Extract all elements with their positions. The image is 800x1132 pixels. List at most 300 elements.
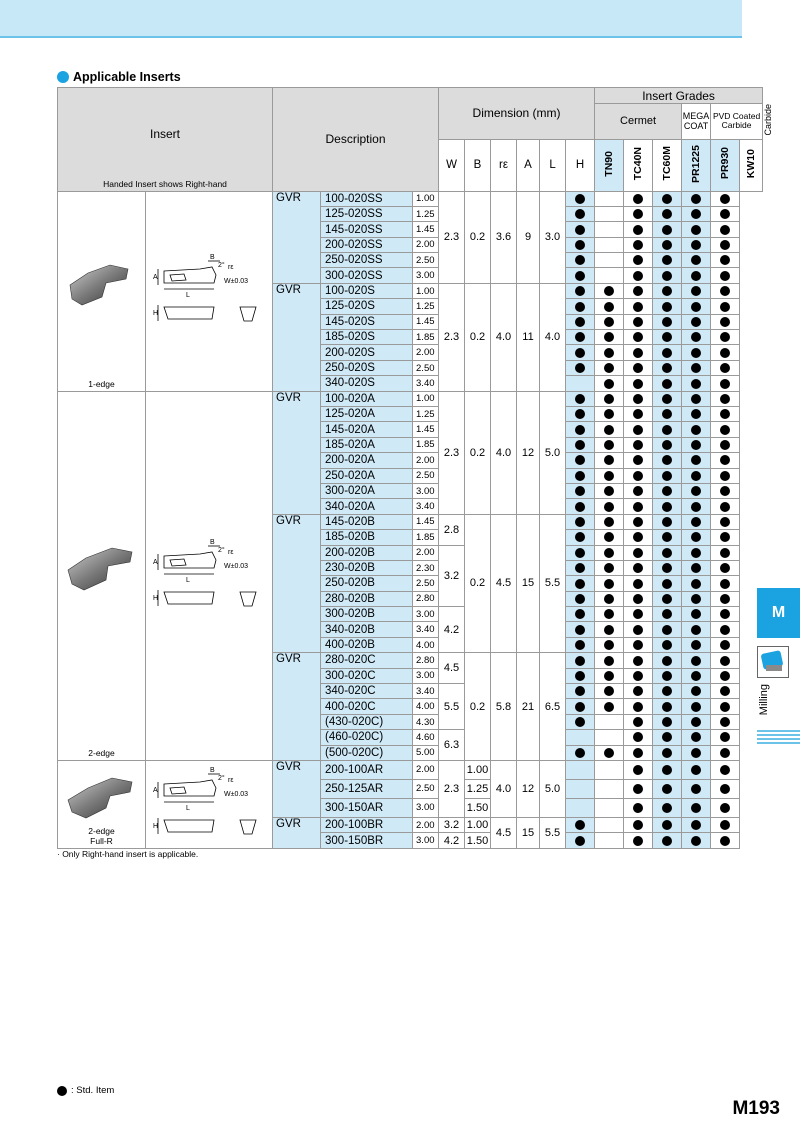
grade-cell [624, 253, 653, 268]
grade-cell [624, 330, 653, 345]
dimension-drawing [150, 253, 268, 336]
std-item-bullet-icon [604, 286, 614, 296]
insert-code: 125-020S [321, 299, 413, 314]
std-item-bullet-icon [720, 548, 730, 558]
grade-cell [595, 817, 624, 832]
grade-cell [566, 653, 595, 668]
grade-cell [595, 422, 624, 437]
l-value: 15 [517, 817, 540, 848]
std-item-bullet-icon [575, 640, 585, 650]
carbide-header-text: Carbide [763, 104, 774, 136]
svg-text:H: H [153, 310, 159, 318]
grade-cell [595, 833, 624, 848]
std-item-bullet-icon [720, 563, 730, 573]
grade-cell [711, 191, 740, 206]
std-item-bullet-icon [633, 440, 643, 450]
std-item-bullet-icon [662, 548, 672, 558]
grade-cell [682, 607, 711, 622]
std-item-bullet-icon [575, 671, 585, 681]
std-item-bullet-icon [720, 225, 730, 235]
grade-cell [711, 437, 740, 452]
std-item-bullet-icon [691, 225, 701, 235]
grade-cell [653, 314, 682, 329]
grade-cell [711, 314, 740, 329]
grade-cell [624, 745, 653, 760]
width-value: 1.25 [413, 407, 439, 422]
grade-cell [653, 345, 682, 360]
grade-cell [595, 222, 624, 237]
grade-cell [711, 653, 740, 668]
grade-cell [682, 206, 711, 221]
width-value: 1.85 [413, 530, 439, 545]
grade-cell [711, 745, 740, 760]
std-item-bullet-icon [633, 517, 643, 527]
top-rule [0, 36, 742, 38]
grade-cell [711, 514, 740, 529]
insert-code: 300-020B [321, 607, 413, 622]
grade-cell [653, 637, 682, 652]
std-item-bullet-icon [575, 225, 585, 235]
std-item-bullet-icon [575, 209, 585, 219]
grade-cell [624, 468, 653, 483]
std-item-bullet-icon [720, 332, 730, 342]
grade-cell [566, 268, 595, 283]
std-item-bullet-icon [720, 784, 730, 794]
grade-cell [624, 437, 653, 452]
std-item-bullet-icon [691, 702, 701, 712]
grade-cell [566, 314, 595, 329]
std-item-bullet-icon [604, 363, 614, 373]
std-item-bullet-icon [691, 348, 701, 358]
std-item-bullet-icon [691, 240, 701, 250]
l-value: 12 [517, 760, 540, 817]
milling-icon [757, 646, 789, 678]
svg-text:A: A [153, 787, 158, 795]
grade-kw10 [740, 139, 763, 191]
grade-cell [566, 560, 595, 575]
grade-cell [682, 453, 711, 468]
grade-cell [682, 468, 711, 483]
grade-cell [653, 760, 682, 779]
grade-cell [653, 560, 682, 575]
table-row [58, 391, 763, 406]
std-item-bullet-icon [633, 532, 643, 542]
std-item-bullet-icon [575, 271, 585, 281]
svg-text:2°: 2° [218, 775, 225, 783]
grade-pr1225 [682, 139, 711, 191]
dimension-drawing [150, 766, 268, 849]
grade-cell [595, 330, 624, 345]
std-item-bullet-icon [575, 363, 585, 373]
grade-cell [566, 607, 595, 622]
std-item-bullet-icon [575, 486, 585, 496]
grade-cell [711, 453, 740, 468]
grade-cell [624, 206, 653, 221]
width-value: 3.00 [413, 798, 439, 817]
std-item-bullet-icon [604, 486, 614, 496]
width-value: 3.40 [413, 684, 439, 699]
std-item-bullet-icon [691, 765, 701, 775]
std-item-bullet-icon [575, 609, 585, 619]
std-item-bullet-icon [720, 609, 730, 619]
std-item-bullet-icon [575, 594, 585, 604]
insert-header-label: Insert [150, 127, 181, 142]
std-item-bullet-icon [691, 548, 701, 558]
grade-cell [595, 237, 624, 252]
grade-cell [682, 437, 711, 452]
grade-cell [595, 283, 624, 298]
std-item-bullet-icon [575, 748, 585, 758]
grade-cell [566, 530, 595, 545]
width-value: 1.85 [413, 330, 439, 345]
dimension-drawing [150, 538, 268, 621]
std-item-bullet-icon [633, 194, 643, 204]
grade-cell [682, 637, 711, 652]
insert-code: 250-125AR [321, 779, 413, 798]
legend [57, 1085, 114, 1096]
grade-cell [624, 514, 653, 529]
grade-cell [595, 376, 624, 391]
grade-cell [682, 591, 711, 606]
insert-code: 400-020B [321, 637, 413, 652]
grade-cell [711, 560, 740, 575]
series-prefix: GVR [273, 514, 321, 653]
insert-photo [66, 774, 136, 825]
std-item-bullet-icon [604, 348, 614, 358]
std-item-bullet-icon [604, 425, 614, 435]
insert-code: 250-020B [321, 576, 413, 591]
grade-cell [624, 222, 653, 237]
l-value: 12 [517, 391, 540, 514]
width-value: 2.50 [413, 360, 439, 375]
std-item-bullet-icon [604, 625, 614, 635]
grade-cell [624, 833, 653, 848]
insert-header [58, 88, 273, 192]
std-item-bullet-icon [691, 532, 701, 542]
grade-cell [682, 268, 711, 283]
std-item-bullet-icon [662, 302, 672, 312]
grade-kw10-text: KW10 [745, 148, 758, 179]
std-item-bullet-icon [633, 563, 643, 573]
std-item-bullet-icon [720, 194, 730, 204]
std-item-bullet-icon [662, 455, 672, 465]
series-prefix: GVR [273, 283, 321, 391]
insert-code: 280-020C [321, 653, 413, 668]
insert-code: 340-020C [321, 684, 413, 699]
std-item-bullet-icon [720, 286, 730, 296]
col-h: H [566, 139, 595, 191]
section-title-text: Applicable Inserts [73, 70, 181, 84]
grade-cell [653, 483, 682, 498]
a-value: 4.0 [491, 391, 517, 514]
grade-cell [566, 622, 595, 637]
std-item-bullet-icon [691, 455, 701, 465]
std-item-bullet-icon [575, 471, 585, 481]
grade-cell [624, 283, 653, 298]
grade-cell [624, 376, 653, 391]
grade-cell [595, 268, 624, 283]
std-item-bullet-icon [720, 686, 730, 696]
insert-code: 185-020B [321, 530, 413, 545]
grade-cell [624, 560, 653, 575]
grade-cell [711, 253, 740, 268]
std-item-bullet-icon [662, 563, 672, 573]
grade-cell [624, 730, 653, 745]
width-value: 2.80 [413, 653, 439, 668]
std-item-bullet-icon [662, 717, 672, 727]
insert-code: (460-020C) [321, 730, 413, 745]
insert-code: 145-020SS [321, 222, 413, 237]
grade-cell [711, 376, 740, 391]
std-item-bullet-icon [575, 502, 585, 512]
grade-cell [653, 453, 682, 468]
std-item-bullet-icon [662, 836, 672, 846]
std-item-bullet-icon [691, 732, 701, 742]
std-item-bullet-icon [662, 209, 672, 219]
grade-cell [624, 576, 653, 591]
std-item-bullet-icon [720, 717, 730, 727]
re-value: 1.50 [465, 833, 491, 848]
grade-cell [711, 622, 740, 637]
insert-photo-cell [58, 391, 146, 760]
series-prefix: GVR [273, 760, 321, 817]
std-item-bullet-icon [633, 225, 643, 235]
std-item-bullet-icon [575, 317, 585, 327]
grade-cell [624, 499, 653, 514]
grade-cell [566, 330, 595, 345]
std-item-bullet-icon [662, 517, 672, 527]
grade-cell [711, 407, 740, 422]
width-value: 1.00 [413, 283, 439, 298]
h-value: 5.5 [540, 514, 566, 653]
grade-cell [595, 483, 624, 498]
insert-code: 400-020C [321, 699, 413, 714]
grade-cell [682, 237, 711, 252]
svg-text:W±0.03: W±0.03 [224, 791, 249, 799]
std-item-bullet-icon [662, 702, 672, 712]
std-item-bullet-icon [662, 425, 672, 435]
grade-cell [566, 637, 595, 652]
grade-cell [682, 622, 711, 637]
svg-text:rε: rε [228, 777, 234, 785]
grade-cell [595, 622, 624, 637]
std-item-bullet-icon [662, 686, 672, 696]
edge-label-line: 2-edge [88, 747, 115, 758]
grade-cell [711, 545, 740, 560]
grade-cell [566, 437, 595, 452]
grade-cell [711, 607, 740, 622]
l-value: 9 [517, 191, 540, 283]
grade-cell [682, 376, 711, 391]
grade-cell [595, 668, 624, 683]
std-item-bullet-icon [604, 471, 614, 481]
side-tab-milling[interactable] [757, 588, 800, 638]
std-item-bullet-icon [633, 640, 643, 650]
std-item-bullet-icon [691, 517, 701, 527]
width-value: 1.45 [413, 514, 439, 529]
grade-cell [711, 684, 740, 699]
insert-code: 300-150BR [321, 833, 413, 848]
grade-cell [624, 453, 653, 468]
insert-photo-cell [58, 191, 146, 391]
grade-cell [624, 637, 653, 652]
description-header: Description [273, 88, 439, 192]
grade-pr1225-text: PR1225 [690, 144, 703, 183]
grade-cell [682, 330, 711, 345]
svg-text:B: B [210, 254, 215, 262]
re-value: 0.2 [465, 514, 491, 653]
std-item-bullet-icon [691, 409, 701, 419]
grade-cell [595, 545, 624, 560]
insert-code: 185-020S [321, 330, 413, 345]
std-item-bullet-icon [604, 409, 614, 419]
std-item-bullet-icon [662, 820, 672, 830]
std-item-bullet-icon [633, 594, 643, 604]
grade-cell [653, 206, 682, 221]
std-item-bullet-icon [604, 686, 614, 696]
std-item-bullet-icon [604, 332, 614, 342]
std-item-bullet-icon [720, 486, 730, 496]
width-value: 2.80 [413, 591, 439, 606]
re-value: 1.00 [465, 760, 491, 779]
std-item-bullet-icon [720, 394, 730, 404]
col-re: rε [491, 139, 517, 191]
grade-cell [653, 653, 682, 668]
std-item-bullet-icon [604, 455, 614, 465]
std-item-bullet-icon [633, 784, 643, 794]
grade-cell [653, 191, 682, 206]
grade-cell [682, 668, 711, 683]
std-item-bullet-icon [633, 379, 643, 389]
grade-cell [653, 422, 682, 437]
std-item-bullet-icon [691, 579, 701, 589]
std-item-bullet-icon [662, 409, 672, 419]
grade-cell [566, 376, 595, 391]
h-value: 5.0 [540, 760, 566, 817]
grade-cell [711, 206, 740, 221]
edge-label-line: 1-edge [88, 378, 115, 389]
std-item-bullet-icon [575, 332, 585, 342]
grade-cell [711, 530, 740, 545]
std-item-bullet-icon [691, 194, 701, 204]
insert-code: 300-020SS [321, 268, 413, 283]
grade-pr930 [711, 139, 740, 191]
b-value: 6.3 [439, 730, 465, 761]
width-value: 4.30 [413, 714, 439, 729]
std-item-bullet-icon [691, 286, 701, 296]
std-item-bullet-icon [604, 502, 614, 512]
std-item-bullet-icon [720, 836, 730, 846]
grade-cell [653, 714, 682, 729]
grade-cell [566, 760, 595, 779]
std-item-bullet-icon [633, 486, 643, 496]
grade-cell [653, 530, 682, 545]
width-value: 3.40 [413, 376, 439, 391]
width-value: 2.00 [413, 545, 439, 560]
grade-cell [624, 314, 653, 329]
dimension-drawing-cell [146, 391, 273, 760]
grade-cell [682, 745, 711, 760]
grade-cell [624, 653, 653, 668]
grade-cell [682, 514, 711, 529]
width-value: 3.00 [413, 483, 439, 498]
handed-note: Handed Insert shows Right-hand [103, 178, 227, 189]
grade-cell [711, 268, 740, 283]
std-item-bullet-icon [575, 532, 585, 542]
insert-code: 340-020B [321, 622, 413, 637]
grade-cell [682, 407, 711, 422]
std-item-bullet-icon [691, 440, 701, 450]
std-item-bullet-icon [691, 625, 701, 635]
std-item-bullet-icon [633, 271, 643, 281]
series-prefix: GVR [273, 191, 321, 283]
grade-cell [682, 798, 711, 817]
insert-code: 145-020B [321, 514, 413, 529]
std-item-bullet-icon [575, 348, 585, 358]
grade-cell [566, 299, 595, 314]
grade-cell [682, 714, 711, 729]
std-item-bullet-icon [662, 394, 672, 404]
width-value: 4.00 [413, 699, 439, 714]
std-item-bullet-icon [691, 302, 701, 312]
width-value: 2.00 [413, 453, 439, 468]
std-item-bullet-icon [691, 671, 701, 681]
edge-label [58, 826, 145, 846]
grade-cell [566, 345, 595, 360]
grade-cell [624, 422, 653, 437]
insert-code: 280-020B [321, 591, 413, 606]
std-item-bullet-icon [720, 517, 730, 527]
std-item-bullet-icon [720, 348, 730, 358]
std-item-bullet-icon [604, 317, 614, 327]
width-value: 3.40 [413, 499, 439, 514]
grade-cell [653, 268, 682, 283]
grade-cell [595, 437, 624, 452]
grade-cell [653, 622, 682, 637]
std-item-bullet-icon [633, 394, 643, 404]
grade-cell [566, 499, 595, 514]
grade-cell [566, 730, 595, 745]
grade-cell [711, 668, 740, 683]
std-item-bullet-icon [720, 803, 730, 813]
std-item-bullet-icon [662, 625, 672, 635]
grade-cell [711, 330, 740, 345]
std-item-bullet-icon [662, 803, 672, 813]
std-item-bullet-icon [575, 548, 585, 558]
svg-text:rε: rε [228, 548, 234, 556]
width-value: 2.30 [413, 560, 439, 575]
std-item-bullet-icon [575, 409, 585, 419]
edge-label [58, 748, 145, 758]
std-item-bullet-icon [662, 317, 672, 327]
svg-text:H: H [153, 823, 159, 831]
insert-code: 300-020C [321, 668, 413, 683]
grade-cell [711, 483, 740, 498]
std-item-bullet-icon [575, 425, 585, 435]
width-value: 2.50 [413, 576, 439, 591]
std-item-bullet-icon [604, 748, 614, 758]
std-item-bullet-icon [57, 1086, 67, 1096]
width-value: 3.00 [413, 668, 439, 683]
grade-cell [624, 237, 653, 252]
svg-text:L: L [186, 292, 190, 300]
std-item-bullet-icon [691, 394, 701, 404]
a-value: 4.5 [491, 817, 517, 848]
std-item-bullet-icon [633, 209, 643, 219]
grade-cell [595, 576, 624, 591]
grade-cell [595, 699, 624, 714]
std-item-bullet-icon [662, 440, 672, 450]
